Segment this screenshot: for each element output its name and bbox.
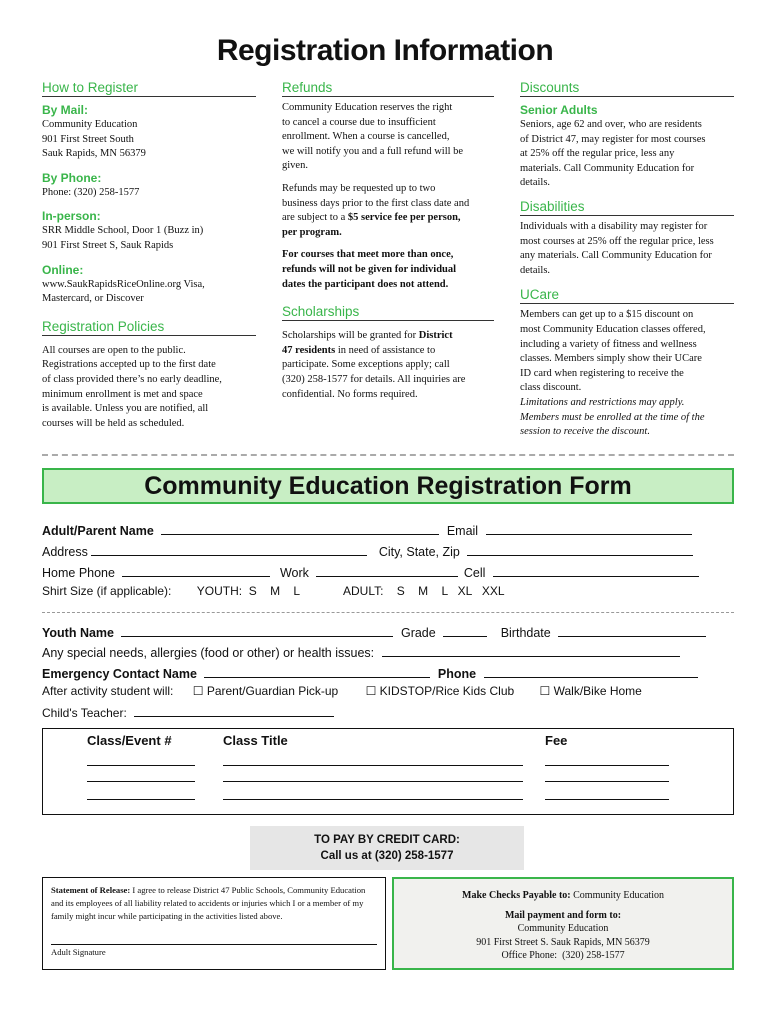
refund-fee-pre: are subject to a — [282, 212, 348, 224]
scholarship-line — [282, 329, 494, 344]
section-heading-ucare: UCare — [520, 287, 734, 304]
section-heading-registration-policies: Registration Policies — [42, 319, 256, 336]
class-table-box — [42, 728, 734, 815]
disability-line: most courses at 25% off the regular price, less — [520, 235, 714, 247]
adult-name-field[interactable] — [161, 522, 439, 535]
release-statement-box — [42, 877, 386, 970]
in-person-line: 901 First Street S, Sauk Rapids — [42, 239, 174, 251]
senior-line: at 25% off the regular price, less any — [520, 148, 675, 160]
release-text: I agree to release District 47 Public Schools, Community Education and its employees of all liability related to accidents or injuries which I or a member of my family might incur while participating in the activities listed above. — [51, 885, 366, 921]
col-header-class-title: Class Title — [223, 733, 288, 748]
city-label: City, State, Zip — [378, 545, 460, 559]
refund-fee-line — [282, 211, 494, 226]
ucare-line: classes. Members simply show their UCare — [520, 353, 702, 365]
work-phone-field[interactable] — [316, 564, 458, 577]
refund-note-line: For courses that meet more than once, — [282, 249, 454, 261]
disability-line: any materials. Call Community Education for — [520, 250, 712, 262]
special-needs-label: Any special needs, allergies (food or other) or health issues: — [42, 646, 375, 660]
refund-line: Community Education reserves the right — [282, 102, 453, 113]
column-refunds — [282, 80, 494, 402]
birthdate-label: Birthdate — [500, 626, 551, 640]
ucare-line: including a variety of fitness and wellness — [520, 338, 697, 350]
youth-name-label: Youth Name — [42, 626, 114, 640]
city-field[interactable] — [467, 543, 693, 556]
cell-phone-field[interactable] — [493, 564, 699, 577]
section-heading-how-to-register: How to Register — [42, 80, 256, 97]
by-mail-label: By Mail: — [42, 103, 89, 117]
scholarship-line: confidential. No forms required. — [282, 388, 418, 400]
address-row — [42, 543, 742, 559]
refund-line: given. — [282, 160, 308, 172]
birthdate-field[interactable] — [558, 624, 706, 637]
senior-line: details. — [520, 177, 551, 189]
fee-field[interactable] — [545, 781, 669, 782]
youth-name-field[interactable] — [121, 624, 393, 637]
address-label: Address — [42, 545, 88, 559]
credit-card-line1: TO PAY BY CREDIT CARD: — [314, 834, 460, 846]
mail-payment-box — [392, 877, 734, 970]
grade-label: Grade — [400, 626, 436, 640]
mail-address-line: Community Education — [517, 923, 609, 935]
refund-fee-bold: $5 service fee per person, — [347, 212, 461, 224]
checks-label: Make Checks Payable to: — [462, 890, 571, 901]
mail-line: Sauk Rapids, MN 56379 — [42, 148, 146, 160]
policy-line: minimum enrollment is met and space — [42, 388, 203, 400]
form-title-banner — [42, 468, 734, 504]
col-header-class-event: Class/Event # — [87, 733, 172, 748]
class-title-field[interactable] — [223, 781, 523, 782]
refund-line: Refunds may be requested up to two — [282, 182, 436, 194]
shirt-size-row — [42, 584, 742, 598]
cell-label: Cell — [463, 566, 486, 580]
youth-sizes[interactable]: YOUTH: S M L — [196, 584, 300, 598]
by-phone-label: By Phone: — [42, 170, 102, 185]
emergency-contact-label: Emergency Contact Name — [42, 667, 197, 681]
signature-line[interactable] — [51, 944, 377, 945]
ucare-note: session to receive the discount. — [520, 426, 650, 438]
scholarship-pre: Scholarships will be granted for — [282, 330, 419, 342]
policy-line: All courses are open to the public. — [42, 344, 186, 356]
phone-row — [42, 564, 742, 580]
emergency-row — [42, 665, 742, 681]
ucare-note: Members must be enrolled at the time of the — [520, 411, 705, 423]
teacher-label: Child's Teacher: — [42, 706, 127, 720]
email-field[interactable] — [486, 522, 692, 535]
scholarship-bold: District — [418, 330, 453, 342]
ucare-line: class discount. — [520, 382, 582, 394]
ucare-line: ID card when registering to receive the — [520, 367, 684, 379]
fee-field[interactable] — [545, 799, 669, 800]
section-heading-discounts: Discounts — [520, 80, 734, 97]
mail-address-line: 901 First Street S. Sauk Rapids, MN 56379 — [476, 936, 650, 948]
refund-line: we will notify you and a full refund will be — [282, 145, 464, 157]
col-header-fee: Fee — [545, 733, 568, 748]
refund-line: enrollment. When a course is cancelled, — [282, 131, 450, 143]
cut-line — [42, 454, 734, 456]
refund-line: business days prior to the first class date and — [282, 197, 470, 209]
after-activity-row — [42, 684, 742, 698]
form-title: Community Education Registration Form — [144, 471, 632, 500]
after-activity-label: After activity student will: — [42, 684, 174, 698]
checks-line — [394, 889, 732, 903]
ucare-note: Limitations and restrictions may apply. — [520, 396, 685, 408]
special-needs-field[interactable] — [382, 644, 680, 657]
refund-note-line: dates the participant does not attend. — [282, 278, 449, 290]
column-how-to-register — [42, 80, 256, 431]
class-event-field[interactable] — [87, 765, 195, 766]
emergency-contact-field[interactable] — [204, 665, 430, 678]
policy-line: is available. Unless you are notified, all — [42, 403, 209, 415]
fee-field[interactable] — [545, 765, 669, 766]
emergency-phone-field[interactable] — [484, 665, 698, 678]
page-title: Registration Information — [216, 34, 554, 67]
policy-line: Registrations accepted up to the first date — [42, 359, 216, 371]
teacher-field[interactable] — [134, 704, 334, 717]
online-label: Online: — [42, 262, 84, 277]
home-phone-field[interactable] — [122, 564, 270, 577]
ucare-line: most Community Education classes offered, — [520, 323, 706, 335]
policy-line: courses will be held as scheduled. — [42, 417, 185, 429]
scholarship-line: participate. Some exceptions apply; call — [282, 359, 450, 371]
youth-name-row — [42, 624, 742, 640]
checkbox-kidstop[interactable]: ☐ KIDSTOP/Rice Kids Club — [365, 684, 515, 698]
section-heading-refunds: Refunds — [282, 80, 494, 97]
refund-fee-bold2: per program. — [282, 226, 342, 238]
address-field[interactable] — [91, 543, 367, 556]
checks-value: Community Education — [570, 890, 664, 901]
refund-note-line: refunds will not be given for individual — [282, 263, 457, 275]
senior-adults-label: Senior Adults — [520, 103, 598, 117]
online-line: www.SaukRapidsRiceOnline.org Visa, — [42, 278, 205, 290]
phone-text: Phone: (320) 258-1577 — [42, 186, 140, 198]
senior-line: Seniors, age 62 and over, who are residents — [520, 119, 702, 130]
scholarship-line: (320) 258-1577 for details. All inquiries are — [282, 373, 466, 385]
ucare-line: Members can get up to a $15 discount on — [520, 309, 694, 321]
release-label: Statement of Release: — [51, 885, 131, 895]
class-title-field[interactable] — [223, 799, 523, 800]
scholarship-line — [282, 344, 494, 359]
grade-field[interactable] — [443, 624, 487, 637]
checkbox-walk-bike[interactable]: ☐ Walk/Bike Home — [539, 684, 642, 698]
emergency-phone-label: Phone — [437, 667, 477, 681]
special-needs-row — [42, 644, 742, 660]
scholarship-post: in need of assistance to — [335, 344, 436, 356]
mail-label: Mail payment and form to: — [504, 909, 622, 921]
checkbox-parent-pickup[interactable]: ☐ Parent/Guardian Pick-up — [192, 684, 339, 698]
in-person-line: SRR Middle School, Door 1 (Buzz in) — [42, 225, 204, 237]
class-title-field[interactable] — [223, 765, 523, 766]
refund-line: to cancel a course due to insufficient — [282, 116, 436, 128]
credit-card-box — [250, 826, 524, 870]
adult-sizes[interactable]: ADULT: S M L XL XXL — [342, 584, 505, 598]
senior-line: of District 47, may register for most courses — [520, 133, 706, 145]
section-heading-scholarships: Scholarships — [282, 304, 494, 321]
shirt-size-label: Shirt Size (if applicable): — [42, 584, 172, 598]
disability-line: details. — [520, 264, 551, 276]
signature-label: Adult Signature — [51, 947, 106, 957]
disability-line: Individuals with a disability may register for — [520, 220, 708, 232]
divider-dashed — [42, 612, 734, 613]
section-heading-disabilities: Disabilities — [520, 199, 734, 216]
kidstop-label: KIDSTOP/Rice Kids Club — [379, 684, 515, 698]
walk-bike-label: Walk/Bike Home — [553, 684, 642, 698]
in-person-label: In-person: — [42, 209, 101, 224]
parent-pickup-label: Parent/Guardian Pick-up — [206, 684, 339, 698]
adult-name-row — [42, 522, 742, 538]
scholarship-bold2: 47 residents — [282, 344, 336, 356]
home-phone-label: Home Phone — [42, 566, 115, 580]
mail-line: 901 First Street South — [42, 133, 134, 145]
class-event-field[interactable] — [87, 799, 195, 800]
adult-name-label: Adult/Parent Name — [42, 524, 154, 538]
mail-line: Community Education — [42, 119, 138, 130]
column-discounts — [520, 80, 734, 440]
email-label: Email — [446, 524, 479, 538]
policy-line: of class provided there’s no early deadline, — [42, 373, 222, 385]
teacher-row — [42, 704, 742, 720]
credit-card-line2: Call us at (320) 258-1577 — [320, 850, 454, 862]
senior-line: materials. Call Community Education for — [520, 162, 695, 174]
class-event-field[interactable] — [87, 781, 195, 782]
office-phone: Office Phone: (320) 258-1577 — [501, 950, 625, 962]
online-line: Mastercard, or Discover — [42, 293, 144, 305]
work-label: Work — [279, 566, 309, 580]
